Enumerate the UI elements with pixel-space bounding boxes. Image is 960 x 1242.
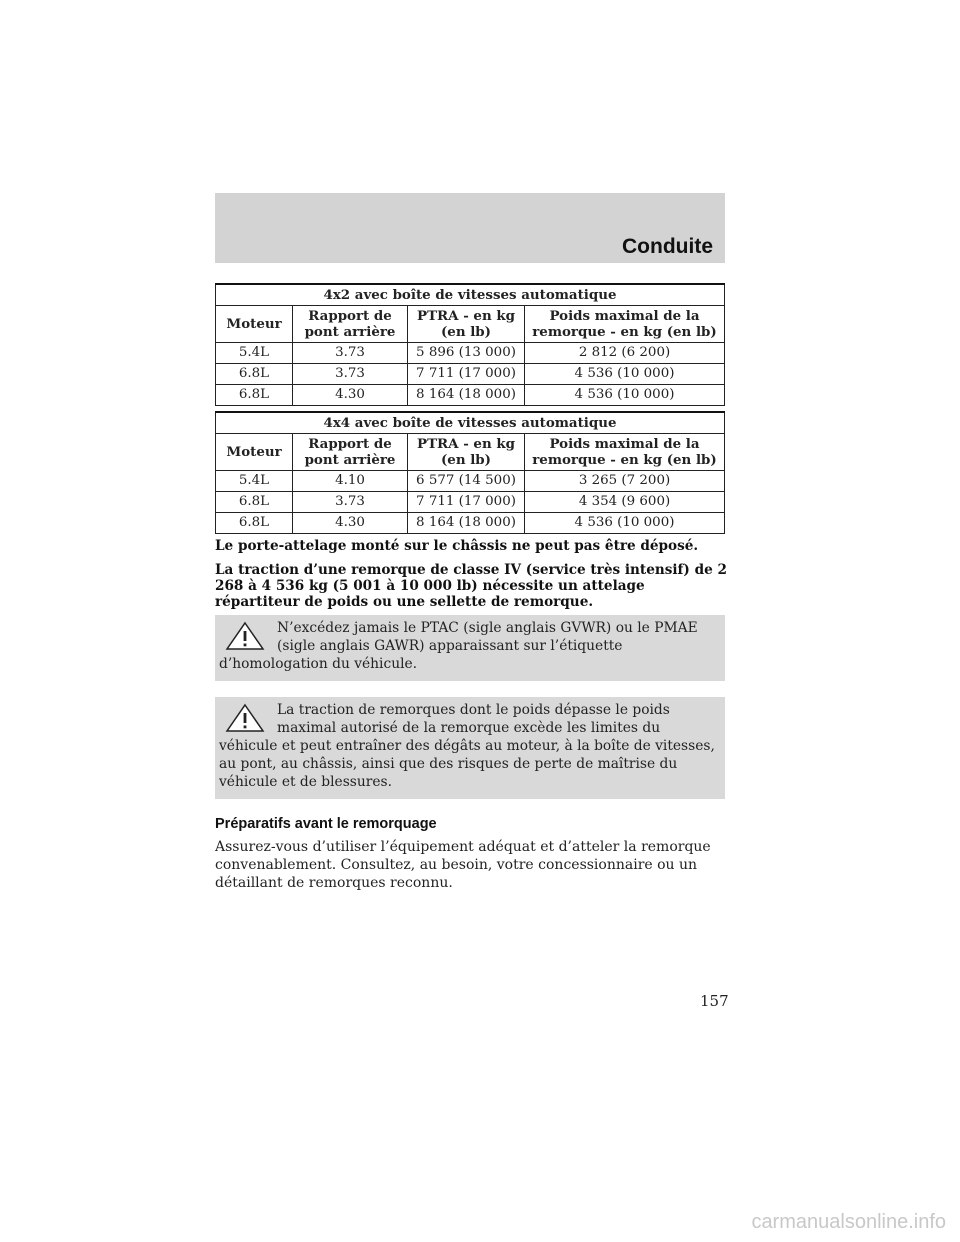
towing-table-4x4 bbox=[215, 411, 725, 534]
table-cell: 7 711 (17 000) bbox=[408, 492, 525, 513]
table-cell: 4.30 bbox=[293, 513, 408, 534]
table-cell: 4.30 bbox=[293, 385, 408, 406]
column-header: Moteur bbox=[216, 434, 293, 471]
table-cell: 4 536 (10 000) bbox=[525, 364, 725, 385]
table-cell: 4 536 (10 000) bbox=[525, 513, 725, 534]
warning-box bbox=[215, 615, 725, 681]
table-title: 4x2 avec boîte de vitesses automatique bbox=[216, 284, 725, 306]
warning-text: N’excédez jamais le PTAC (sigle anglais GVWR) ou le PMAE (sigle anglais GAWR) apparaissant sur l’étiquette d’homologation du véhicule. bbox=[219, 620, 698, 672]
column-header: Poids maximal de la remorque - en kg (en lb) bbox=[525, 306, 725, 343]
watermark: carmanualsonline.info bbox=[751, 1211, 946, 1233]
column-header: Rapport de pont arrière bbox=[293, 434, 408, 471]
table-cell: 3.73 bbox=[293, 492, 408, 513]
table-cell: 3 265 (7 200) bbox=[525, 471, 725, 492]
warning-triangle-icon bbox=[225, 703, 265, 733]
column-header: PTRA - en kg (en lb) bbox=[408, 434, 525, 471]
column-header: Rapport de pont arrière bbox=[293, 306, 408, 343]
column-header: Moteur bbox=[216, 306, 293, 343]
table-cell: 6 577 (14 500) bbox=[408, 471, 525, 492]
table-cell: 5 896 (13 000) bbox=[408, 343, 525, 364]
column-header: PTRA - en kg (en lb) bbox=[408, 306, 525, 343]
section-body: Assurez-vous d’utiliser l’équipement adéquat et d’atteler la remorque convenablement. Consultez, au besoin, votre concessionnaire ou un détaillant de remorques reconnu. bbox=[215, 839, 711, 891]
table-cell: 3.73 bbox=[293, 364, 408, 385]
table-cell: 6.8L bbox=[216, 492, 293, 513]
table-cell: 8 164 (18 000) bbox=[408, 513, 525, 534]
column-header: Poids maximal de la remorque - en kg (en lb) bbox=[525, 434, 725, 471]
table-cell: 4 354 (9 600) bbox=[525, 492, 725, 513]
warning-triangle-icon bbox=[225, 621, 265, 651]
table-cell: 8 164 (18 000) bbox=[408, 385, 525, 406]
table-cell: 4.10 bbox=[293, 471, 408, 492]
warning-text: La traction de remorques dont le poids dépasse le poids maximal autorisé de la remorque excède les limites du véhicule et peut entraîner des dégâts au moteur, à la boîte de vitesses, au pont, au châssis, ainsi que des risques de perte de maîtrise du véhicule et de blessures. bbox=[219, 702, 715, 790]
table-cell: 6.8L bbox=[216, 385, 293, 406]
table-cell: 7 711 (17 000) bbox=[408, 364, 525, 385]
table-cell: 5.4L bbox=[216, 343, 293, 364]
page-number: 157 bbox=[700, 992, 729, 1010]
table-title: 4x4 avec boîte de vitesses automatique bbox=[216, 412, 725, 434]
table-cell: 2 812 (6 200) bbox=[525, 343, 725, 364]
section-heading: Préparatifs avant le remorquage bbox=[215, 816, 437, 832]
note-class-iv: La traction d’une remorque de classe IV (service très intensif) de 2 268 à 4 536 kg (5 001 à 10 000 lb) nécessite un attelage répartiteur de poids ou une sellette de remorque. bbox=[215, 562, 727, 610]
section-header bbox=[215, 193, 725, 263]
table-cell: 3.73 bbox=[293, 343, 408, 364]
warning-box bbox=[215, 697, 725, 799]
table-cell: 6.8L bbox=[216, 513, 293, 534]
table-cell: 4 536 (10 000) bbox=[525, 385, 725, 406]
section-title: Conduite bbox=[622, 235, 713, 258]
table-cell: 5.4L bbox=[216, 471, 293, 492]
note-hitch: Le porte-attelage monté sur le châssis ne peut pas être déposé. bbox=[215, 538, 699, 554]
towing-table-4x2 bbox=[215, 283, 725, 406]
table-cell: 6.8L bbox=[216, 364, 293, 385]
